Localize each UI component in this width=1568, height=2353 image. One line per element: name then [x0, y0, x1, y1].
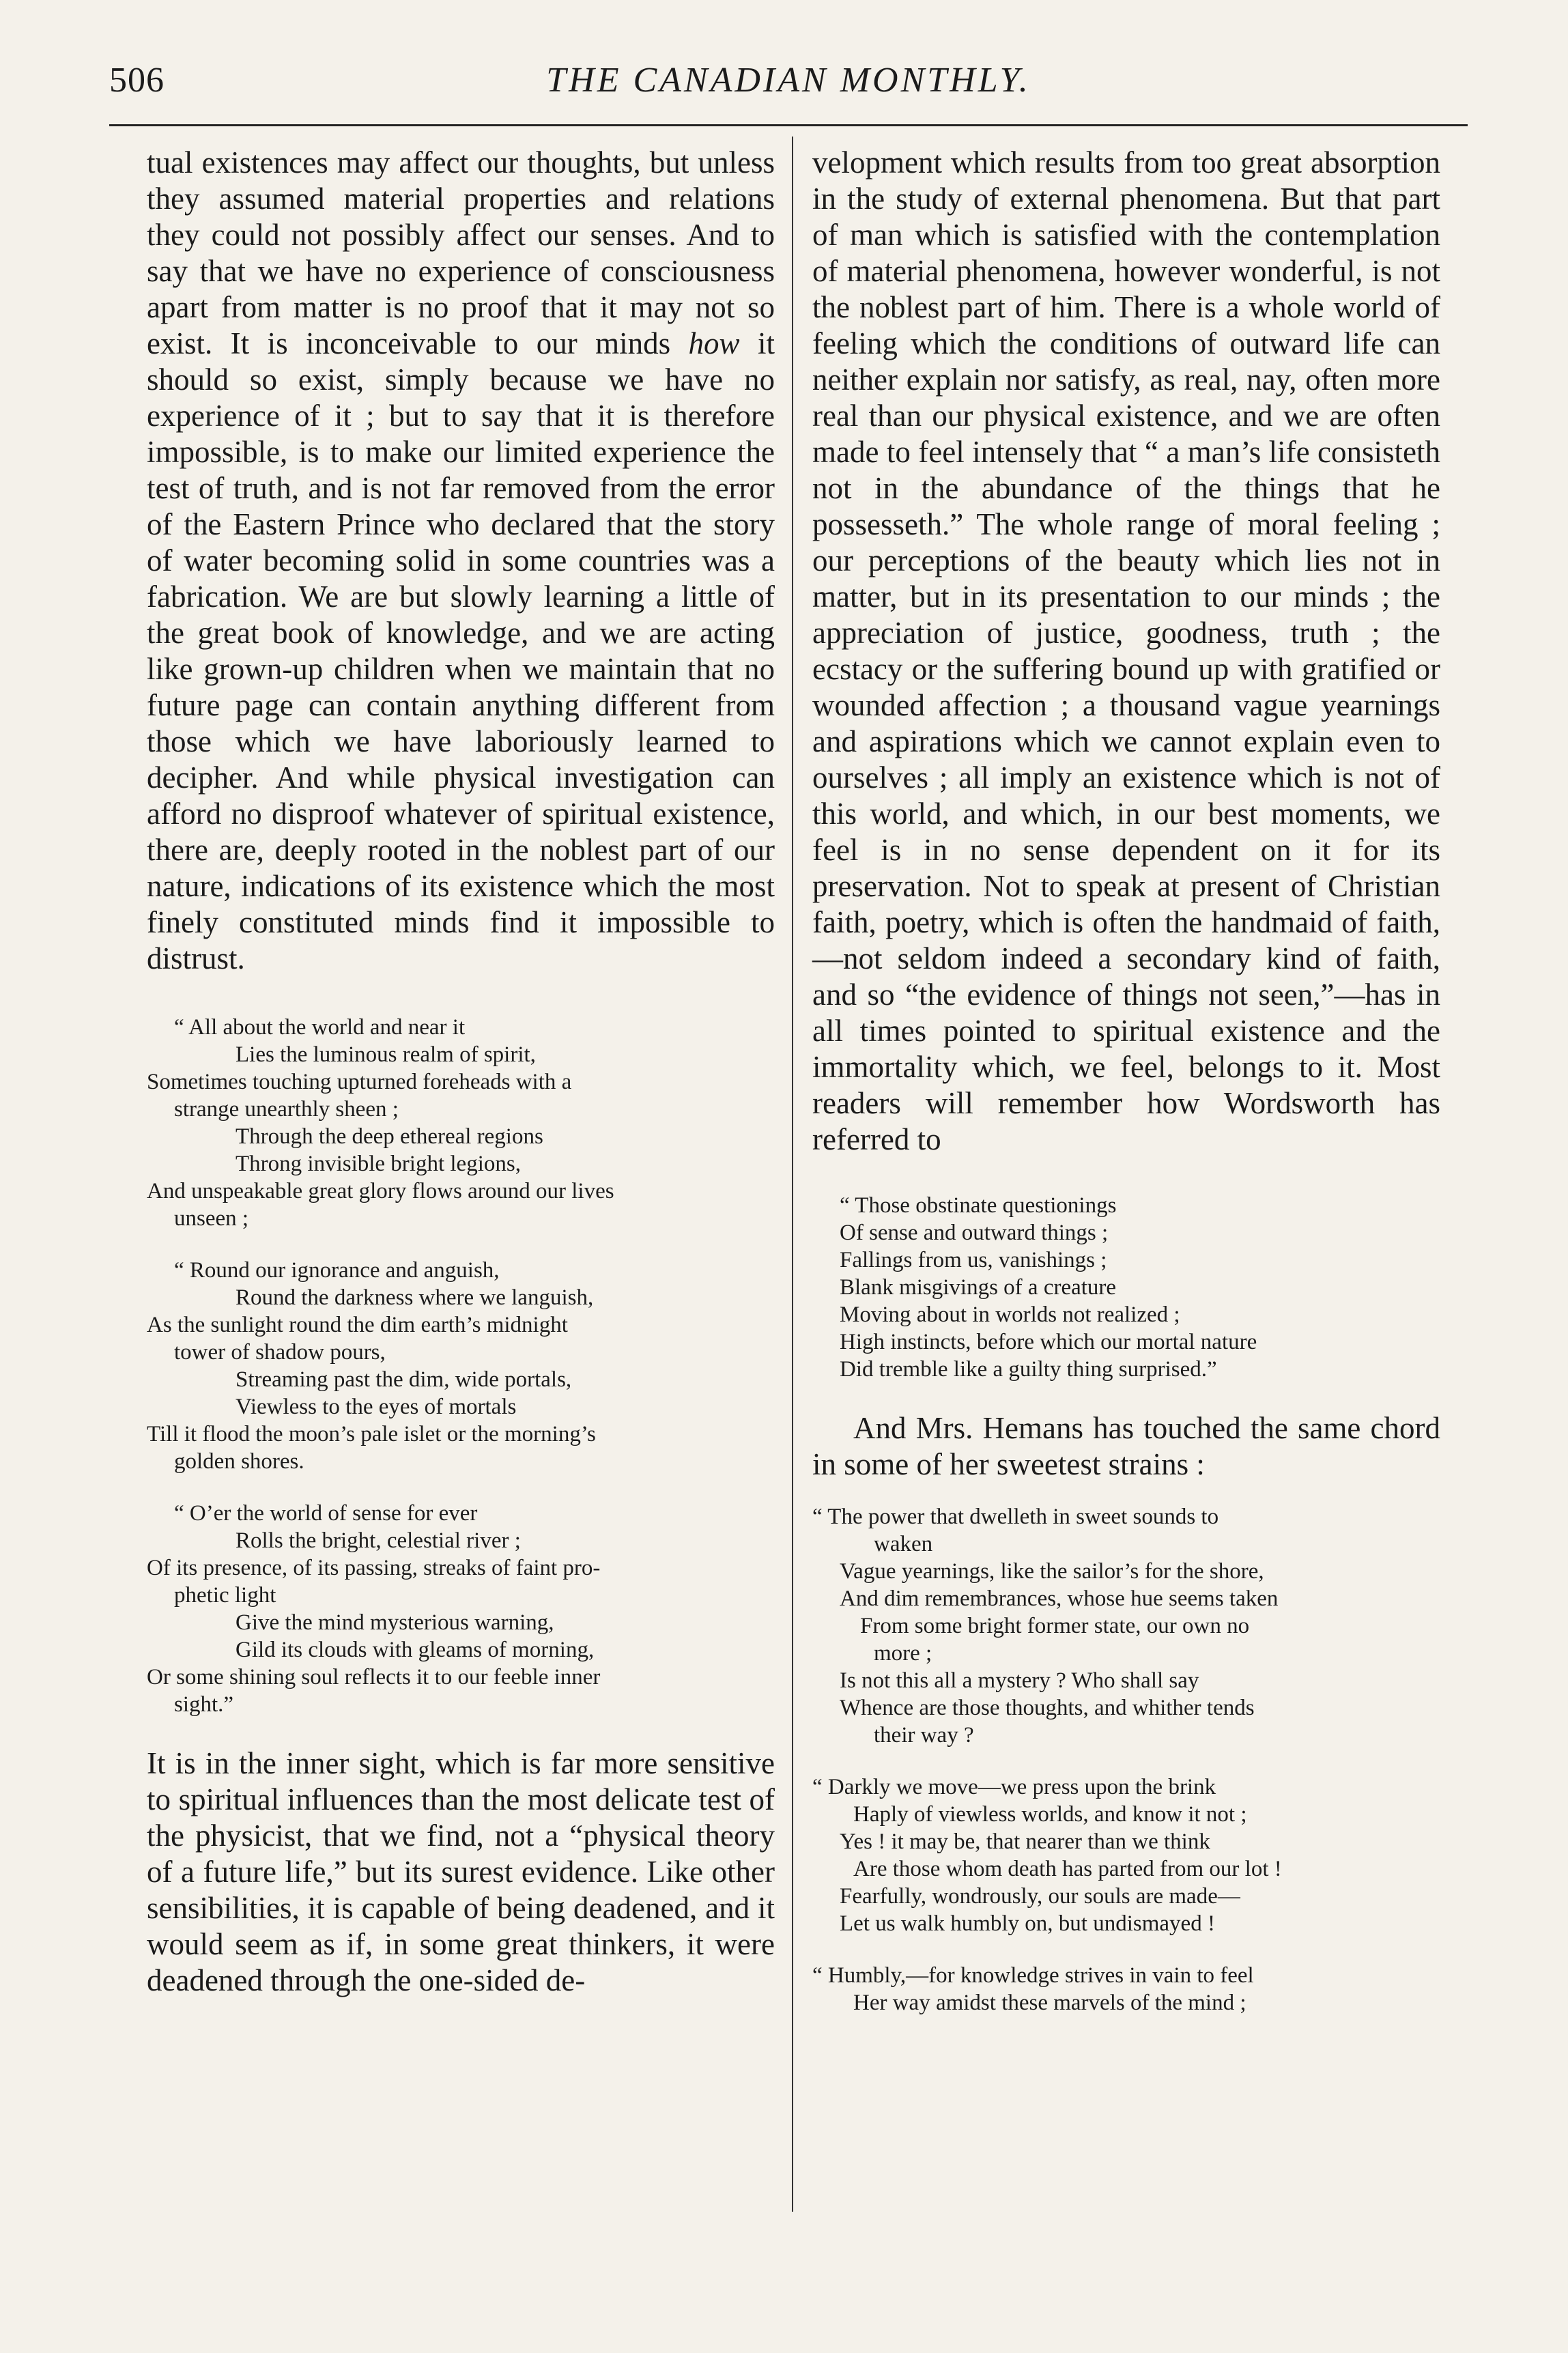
hemans-stanza-2	[812, 1773, 1440, 1937]
poem-line: Let us walk humbly on, but undismayed !	[840, 1911, 1215, 1936]
poem-line: High instincts, before which our mortal nature	[840, 1330, 1257, 1354]
poem-line: “ O’er the world of sense for ever	[174, 1501, 478, 1526]
right-paragraph-1: velopment which results from too great absorption in the study of external phenomena. But that part of man which is satisfied with the contemplation of material phenomena, however wonderful, is not the noblest part of him. There is a whole world of feeling which the conditions of outward life can neither explain nor satisfy, as real, nay, often more real than our physical existence, and we are often made to feel intensely that “ a man’s life consisteth not in the abundance of the things that he possesseth.” The whole range of moral feeling ; our perceptions of the beauty which lies not in matter, but in its presentation to our minds ; the appreciation of justice, goodness, truth ; the ecstacy or the suffering bound up with gratified or wounded affection ; a thousand vague yearnings and aspirations which we cannot explain even to ourselves ; all imply an existence which is not of this world, and which, in our best moments, we feel is in no sense dependent on it for its preservation. Not to speak at present of Christian faith, poetry, which is often the handmaid of faith,—not seldom indeed a secondary kind of faith, and so “the evidence of things not seen,”—has in all times pointed to spiritual existence and the immortality which, we feel, belongs to it. Most readers will remember how Wordsworth has referred to	[812, 145, 1440, 1156]
poem-line: Round the darkness where we languish,	[236, 1285, 594, 1310]
poem-stanza-3	[147, 1500, 775, 1718]
poem-line: Streaming past the dim, wide portals,	[236, 1367, 572, 1392]
poem-line: “ Round our ignorance and anguish,	[174, 1258, 500, 1283]
poem-line: Gild its clouds with gleams of morning,	[236, 1638, 595, 1662]
poem-line: From some bright former state, our own no	[860, 1614, 1250, 1638]
poem-line: Vague yearnings, like the sailor’s for the shore,	[840, 1559, 1264, 1584]
poem-stanza-2	[147, 1257, 775, 1475]
poem-line: Blank misgivings of a creature	[840, 1275, 1117, 1300]
poem-stanza-1	[147, 1014, 775, 1232]
hemans-quote	[812, 1503, 1440, 2016]
wordsworth-quote	[812, 1192, 1440, 1383]
poem-line: tower of shadow pours,	[174, 1340, 386, 1365]
right-column	[812, 145, 1440, 2041]
poem-line: Is not this all a mystery ? Who shall say	[840, 1668, 1199, 1693]
poem-line: “ All about the world and near it	[174, 1015, 466, 1040]
poem-line: their way ?	[874, 1723, 974, 1748]
poem-line: Fearfully, wondrously, our souls are made—	[840, 1884, 1240, 1909]
poem-line: Lies the luminous realm of spirit,	[236, 1042, 536, 1067]
hemans-stanza-3	[812, 1962, 1440, 2016]
poem-line: Till it flood the moon’s pale islet or the morning’s	[147, 1422, 596, 1446]
poem-line: Of its presence, of its passing, streaks of faint pro-	[147, 1556, 601, 1580]
poem-line: phetic light	[174, 1583, 276, 1608]
header-rule	[109, 124, 1468, 126]
poem-line: Yes ! it may be, that nearer than we think	[840, 1829, 1210, 1854]
poem-line: And unspeakable great glory flows around our lives	[147, 1179, 614, 1203]
poem-line: “ Those obstinate questionings	[840, 1193, 1117, 1218]
column-divider	[792, 137, 793, 2212]
poem-line: Her way amidst these marvels of the mind ;	[853, 1991, 1246, 2015]
poem-line: “ The power that dwelleth in sweet sounds to	[812, 1505, 1219, 1529]
poem-line: As the sunlight round the dim earth’s midnight	[147, 1313, 568, 1337]
poem-line: Of sense and outward things ;	[840, 1221, 1109, 1245]
poem-line: sight.”	[174, 1692, 234, 1717]
poem-line: Through the deep ethereal regions	[236, 1124, 543, 1149]
poem-line: Viewless to the eyes of mortals	[236, 1395, 517, 1419]
poem-line: Whence are those thoughts, and whither tends	[840, 1696, 1255, 1720]
poem-line: And dim remembrances, whose hue seems taken	[840, 1586, 1279, 1611]
poem-line: golden shores.	[174, 1449, 304, 1474]
poem-line: Rolls the bright, celestial river ;	[236, 1528, 521, 1553]
poem-line: Give the mind mysterious warning,	[236, 1610, 554, 1635]
left-column	[147, 145, 775, 1999]
running-title: THE CANADIAN MONTHLY.	[546, 61, 1031, 100]
poem-line: Or some shining soul reflects it to our feeble inner	[147, 1665, 601, 1689]
left-paragraph-1: tual existences may affect our thoughts, but unless they assumed material properties and relations they could not possibly affect our senses. And to say that we have no experience of consciousness apart from matter is no proof that it may not so exist. It is inconceivable to our minds how it should so exist, simply because we have no experience of it ; but to say that it is therefore impossible, is to make our limited experience the test of truth, and is not far removed from the error of the Eastern Prince who declared that the story of water becoming solid in some countries was a fabrication. We are but slowly learning a little of the great book of knowledge, and we are acting like grown-up children when we maintain that no future page can contain anything different from those which we have laboriously learned to decipher. And while physical investigation can afford no disproof whatever of spiritual existence, there are, deeply rooted in the noblest part of our nature, indications of its existence which the most finely constituted minds find it impossible to distrust.	[147, 145, 775, 975]
poem-line: Haply of viewless worlds, and know it not ;	[853, 1802, 1247, 1827]
page-header	[109, 60, 1468, 115]
poem-line: “ Humbly,—for knowledge strives in vain to feel	[812, 1963, 1254, 1988]
poem-line: Did tremble like a guilty thing surprised.”	[840, 1357, 1217, 1382]
left-paragraph-2: It is in the inner sight, which is far more sensitive to spiritual influences than the most delicate test of the physicist, that we find, not a “physical theory of a future life,” but its surest evidence. Like other sensibilities, it is capable of being deadened, and it would seem as if, in some great thinkers, it were deadened through the one-sided de-	[147, 1746, 775, 1997]
poem-line: strange unearthly sheen ;	[174, 1097, 399, 1122]
poem-line: Moving about in worlds not realized ;	[840, 1302, 1180, 1327]
poem-line: Fallings from us, vanishings ;	[840, 1248, 1107, 1272]
poem-line: Are those whom death has parted from our lot !	[853, 1857, 1282, 1881]
hemans-stanza-1	[812, 1503, 1440, 1749]
poem-line: unseen ;	[174, 1206, 249, 1231]
poem-line: Throng invisible bright legions,	[236, 1152, 521, 1176]
poem-line: more ;	[874, 1641, 932, 1666]
poem-line: Sometimes touching upturned foreheads with a	[147, 1070, 572, 1094]
emphasis-how: how	[688, 326, 740, 360]
poem-line: waken	[874, 1532, 933, 1556]
poem-line: “ Darkly we move—we press upon the brink	[812, 1775, 1216, 1799]
left-poem	[147, 1014, 775, 1718]
page-number: 506	[109, 61, 165, 100]
right-paragraph-2: And Mrs. Hemans has touched the same chord in some of her sweetest strains :	[812, 1411, 1440, 1481]
